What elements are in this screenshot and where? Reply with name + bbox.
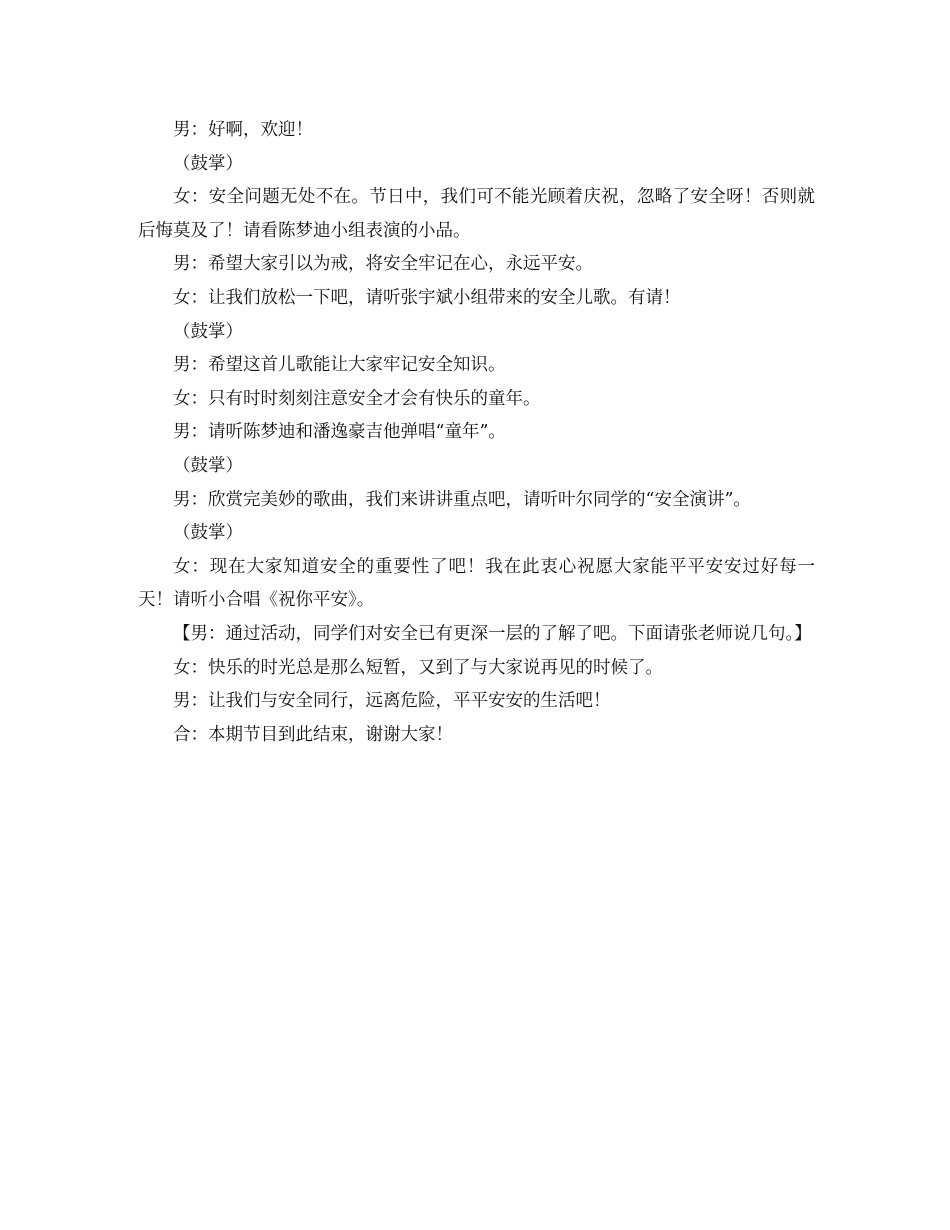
dialogue-line-2: 女：安全问题无处不在。节日中，我们可不能光顾着庆祝，忽略了安全呀！否则就后悔莫及了！请看陈梦迪小组表演的小品。: [138, 187, 815, 241]
stage-direction-applause-4: （鼓掌）: [173, 523, 243, 544]
dialogue-line-4: 女：让我们放松一下吧，请听张宇斌小组带来的安全儿歌。有请！: [173, 287, 681, 308]
dialogue-line-5: 男：希望这首儿歌能让大家牢记安全知识。: [173, 355, 506, 376]
dialogue-line-7: 男：请听陈梦迪和潘逸豪吉他弹唱“童年”。: [173, 422, 506, 443]
dialogue-line-12: 男：让我们与安全同行，远离危险，平平安安的生活吧！: [173, 691, 611, 712]
document-body: [138, 114, 815, 752]
dialogue-line-3: 男：希望大家引以为戒，将安全牢记在心，永远平安。: [173, 254, 593, 275]
dialogue-line-1: 男：好啊，欢迎！: [173, 120, 313, 140]
dialogue-line-10: 【男：通过活动，同学们对安全已有更深一层的了解了吧。下面请张老师说几句。】: [173, 623, 812, 644]
dialogue-line-11: 女：快乐的时光总是那么短暂，又到了与大家说再见的时候了。: [173, 657, 663, 678]
stage-direction-applause-1: （鼓掌）: [173, 153, 243, 174]
dialogue-line-9: 女：现在大家知道安全的重要性了吧！我在此衷心祝愿大家能平平安安过好每一天！请听小合唱《祝你平安》。: [138, 556, 815, 611]
dialogue-line-13: 合：本期节目到此结束，谢谢大家！: [173, 724, 453, 745]
stage-direction-applause-2: （鼓掌）: [173, 321, 243, 342]
stage-direction-applause-3: （鼓掌）: [173, 455, 243, 476]
dialogue-line-6: 女：只有时时刻刻注意安全才会有快乐的童年。: [173, 388, 541, 409]
dialogue-line-8: 男：欣赏完美妙的歌曲，我们来讲讲重点吧，请听叶尔同学的“安全演讲”。: [173, 489, 751, 510]
